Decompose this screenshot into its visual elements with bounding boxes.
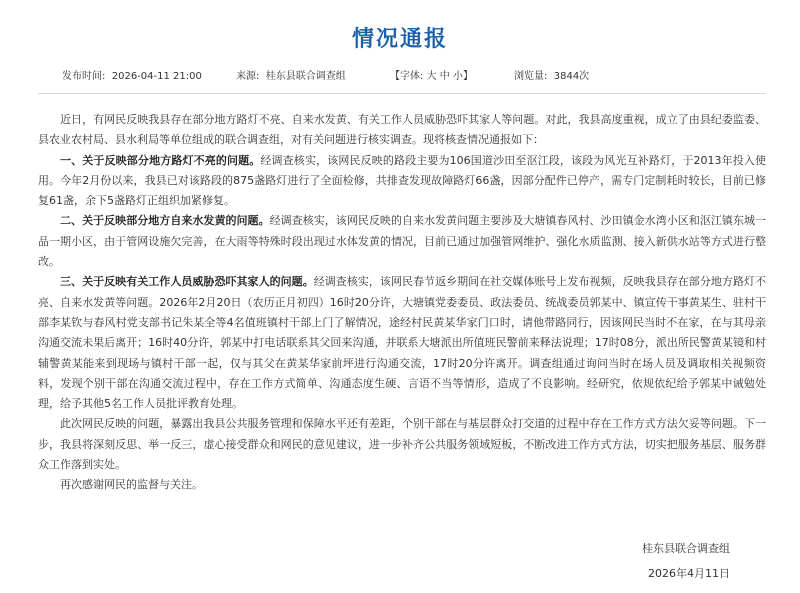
view-count-label: 浏览量: [514, 71, 548, 82]
paragraph-text: 近日，有网民反映我县存在部分地方路灯不亮、自来水发黄、有关工作人员威胁恐吓其家人等问题。对此，我县高度重视，成立了由县纪委监委、县农业农村局、县水利局等单位组成的联合调查组，对有关问题进行核实调查。现将核查情况通报如下： [38, 113, 766, 147]
font-small-button[interactable]: 小 [452, 71, 463, 82]
font-medium-button[interactable]: 中 [439, 71, 450, 82]
font-size-control [390, 67, 473, 82]
paragraph-intro [38, 110, 766, 151]
publish-date-value: 2026-04-11 21:00 [111, 71, 202, 82]
paragraph-text: 再次感谢网民的监督与关注。 [60, 478, 203, 492]
divider [38, 93, 766, 94]
paragraph-text: 经调查核实，该网民反映的自来水发黄问题主要涉及大塘镇春风村、沙田镇金水湾小区和沤江镇东城一品一期小区，由于管网设施欠完善，在大雨等特殊时段出现过水体发黄的情况，目前已通过加强管网维护、强化水质监测、接入新供水站等方式进行整改。 [38, 214, 767, 269]
paragraph-heading: 一、关于反映部分地方路灯不亮的问题。 [60, 153, 261, 167]
font-large-button[interactable]: 大 [426, 71, 437, 82]
source [236, 67, 346, 82]
paragraph-water [38, 211, 766, 272]
paragraph-text: 此次网民反映的问题，暴露出我县公共服务管理和保障水平还有差距，个别干部在与基层群众打交道的过程中存在工作方式方法欠妥等问题。下一步，我县将深刻反思、举一反三，虚心接受群众和网民的意见建议，进一步补齐公共服务领域短板，不断改进工作方式方法，切实把服务基层、服务群众工作落到实处。 [38, 417, 766, 472]
font-size-label: 【字体: [390, 71, 424, 82]
paragraph-text: 经调查核实，该网民春节返乡期间在社交媒体账号上发布视频，反映我县存在部分地方路灯不亮、自来水发黄等问题。2026年2月20日（农历正月初四）16时20分许，大塘镇党委委员、政法委员、统战委员郭某中、镇宣传干事黄某生、驻村干部李某钦与春风村党支部书记朱某全等4名值班镇村干部上门了解情况，途经村民黄某华家门口时，请他带路同行，因该网民当时不在家，在与其母亲沟通交流未果后离开；16时40分许，郭某中打电话联系其父回来沟通，并联系大塘派出所值班民警前来释法说理；17时08分，派出所民警黄某镜和村辅警黄某能来到现场与镇村干部一起，仅与其父在黄某华家前坪进行沟通交流，17时20分许离开。调查组通过询问当时在场人员及调取相关视频资料，发现个别干部在沟通交流过程中，存在工作方式简单、沟通态度生硬、言语不当等情形，造成了不良影响。经研究，依规依纪给予郭某中诫勉处理，给予其他5名工作人员批评教育处理。 [38, 275, 767, 411]
source-value: 桂东县联合调查组 [265, 71, 346, 82]
source-label: 来源: [236, 71, 260, 82]
paragraph-streetlights [38, 151, 766, 212]
publish-date [62, 67, 202, 82]
font-size-close: 】 [462, 71, 473, 82]
view-count-value: 3844次 [553, 71, 590, 82]
paragraph-heading: 三、关于反映有关工作人员威胁恐吓其家人的问题。 [60, 275, 314, 289]
paragraph-reflection [38, 414, 766, 475]
paragraph-heading: 二、关于反映部分地方自来水发黄的问题。 [60, 214, 270, 228]
paragraph-thanks [38, 475, 766, 495]
publish-date-label: 发布时间: [62, 71, 106, 82]
view-count [514, 67, 589, 82]
signature-org: 桂东县联合调查组 [642, 542, 730, 555]
paragraph-staff [38, 272, 766, 414]
article-body [38, 110, 766, 496]
paragraph-text: 经调查核实，该网民反映的路段主要为106国道沙田至沤江段，该段为风光互补路灯，于2013年投入使用。今年2月份以来，我县已对该路段的875盏路灯进行了全面检修，共排查发现故障路灯66盏，因部分配件已停产，需专门定制耗时较长，目前已修复61盏，余下5盏路灯正组织加紧修复。 [38, 153, 766, 208]
signature-date: 2026年4月11日 [648, 567, 730, 580]
meta-bar [0, 67, 800, 85]
page-title: 情况通报 [351, 27, 448, 52]
